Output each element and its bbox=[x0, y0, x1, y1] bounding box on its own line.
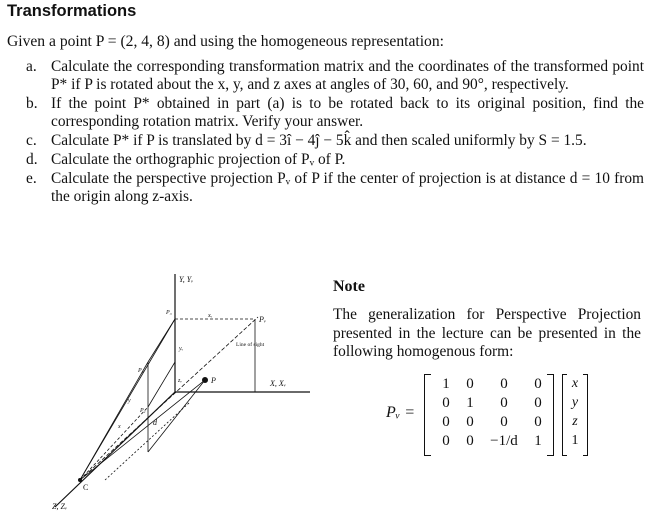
question-label: b. bbox=[26, 95, 38, 112]
page-title: Transformations bbox=[7, 2, 137, 20]
projection-diagram bbox=[0, 262, 330, 513]
coordinate-vector bbox=[562, 374, 588, 454]
x-axis-label: X, Xᵥ bbox=[270, 379, 287, 388]
question-label: d. bbox=[26, 151, 38, 168]
ray-p1 bbox=[80, 407, 148, 480]
question-item-e bbox=[0, 170, 649, 206]
matrix-cell: 0 bbox=[500, 376, 508, 392]
line-of-sight-label: Line of sight bbox=[236, 342, 265, 348]
question-item-a bbox=[0, 58, 649, 94]
question-item-c bbox=[0, 132, 649, 150]
question-list bbox=[0, 58, 649, 207]
matrix-cell: 0 bbox=[442, 395, 450, 411]
matrix-cell: 0 bbox=[534, 414, 542, 430]
matrix-cell: 0 bbox=[500, 395, 508, 411]
p2-label: P₂ bbox=[138, 368, 144, 374]
matrix-cell: 0 bbox=[500, 414, 508, 430]
z-axis-label: Z, Zᵥ bbox=[52, 502, 68, 511]
center-c bbox=[78, 478, 82, 482]
p1-edge bbox=[148, 362, 175, 407]
matrix-cell: 0 bbox=[442, 433, 450, 449]
zv-label: zᵥ bbox=[178, 378, 183, 384]
x-label: x bbox=[118, 424, 121, 430]
question-text: Calculate P* if P is translated by d = 3î − 4ĵ − 5k̂ and then scaled uniformly by S = 1.5. bbox=[51, 132, 587, 149]
y-axis-label: Y, Yᵥ bbox=[179, 275, 194, 284]
p1-label: P₁ bbox=[140, 408, 146, 414]
matrix-cell: 1 bbox=[466, 395, 474, 411]
vector-cell: y bbox=[571, 395, 579, 410]
note-title: Note bbox=[333, 278, 365, 295]
matrix-cell: 1 bbox=[534, 433, 542, 449]
p3-label: P₃ bbox=[166, 310, 172, 316]
formula-lhs: Pᵥ = bbox=[386, 404, 416, 421]
pv-label: Pᵥ bbox=[259, 315, 267, 324]
xv-label: xᵥ bbox=[208, 313, 213, 319]
p-edge bbox=[148, 380, 205, 452]
question-item-d bbox=[0, 151, 649, 169]
matrix-cell: 1 bbox=[442, 376, 450, 392]
perspective-formula bbox=[380, 370, 649, 460]
question-text: If the point P* obtained in part (a) is to be rotated back to its original position, find the corresponding rotation matrix. Verify your answer. bbox=[51, 95, 644, 130]
vector-cell: 1 bbox=[571, 433, 579, 448]
question-label: e. bbox=[26, 170, 37, 187]
note-body: The generalization for Perspective Projection presented in the lecture can be presented in the following homogenous form: bbox=[333, 306, 641, 360]
matrix-cell: 0 bbox=[466, 376, 474, 392]
question-text: Calculate the orthographic projection of Pᵥ of P. bbox=[51, 151, 346, 168]
question-item-b bbox=[0, 95, 649, 131]
matrix-cell: 0 bbox=[466, 414, 474, 430]
c-label: C bbox=[83, 483, 89, 492]
yv-label: yᵥ bbox=[179, 346, 184, 352]
question-text: Calculate the perspective projection Pᵥ of P if the center of projection is at distance d = 10 from the origin along z-axis. bbox=[51, 170, 644, 205]
p-label: P bbox=[211, 376, 216, 385]
question-label: c. bbox=[26, 132, 37, 149]
question-text: Calculate the corresponding transformation matrix and the coordinates of the transformed point P* if P is rotated about the x, y, and z axes at angles of 30, 60, and 90°, respectively. bbox=[51, 58, 644, 93]
matrix-bracket-left bbox=[424, 374, 431, 456]
matrix-cell: 0 bbox=[534, 376, 542, 392]
y-label: y bbox=[128, 398, 131, 404]
vector-cell: x bbox=[571, 376, 579, 391]
line-of-sight bbox=[80, 317, 258, 480]
vector-bracket-right bbox=[583, 374, 588, 456]
matrix-cell: 0 bbox=[466, 433, 474, 449]
matrix-cell: 0 bbox=[534, 395, 542, 411]
projection-matrix bbox=[424, 374, 554, 454]
d-label: d bbox=[153, 418, 157, 427]
vector-bracket-left bbox=[562, 374, 567, 456]
matrix-cell: −1/d bbox=[490, 433, 518, 449]
question-label: a. bbox=[26, 58, 37, 75]
ray-p bbox=[80, 380, 205, 480]
intro-text: Given a point P = (2, 4, 8) and using the homogeneous representation: bbox=[7, 33, 444, 50]
vector-cell: z bbox=[572, 414, 578, 429]
matrix-cell: 0 bbox=[442, 414, 450, 430]
point-p bbox=[202, 377, 208, 383]
